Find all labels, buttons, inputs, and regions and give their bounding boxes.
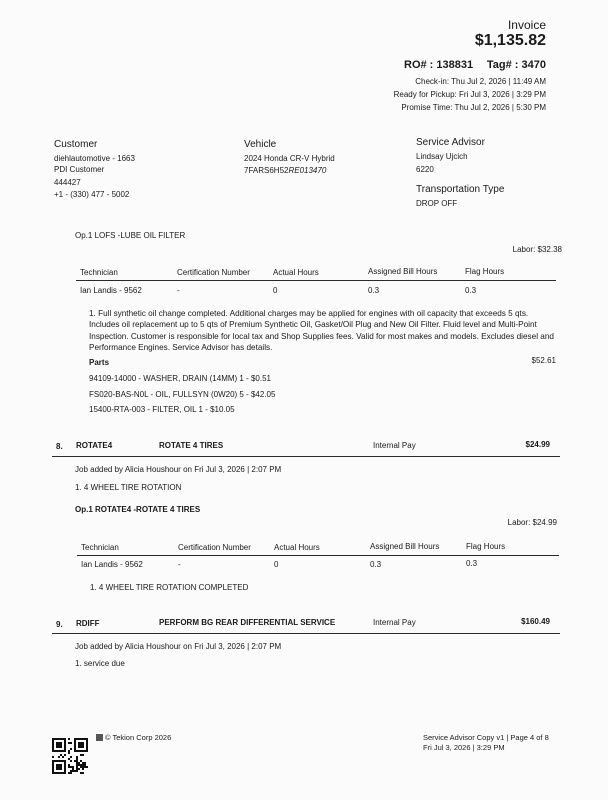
op-lofs-labor: Labor: $32.38 bbox=[512, 245, 562, 254]
op-lofs-note: 1. Full synthetic oil change completed. Additional charges may be applied for engines with oil capacity that exceeds 5 qts. Includes oil replacement up to 5 qts of Premium Synthetic Oil, Gasket/Oil Plug and New Oil Filter. Fluid level and Multi-Point Inspection. Customer is responsible for local tax and Shop Supplies fees. Valid for most makes and models. Excludes diesel and Performance Engines. Service Advisor has details. bbox=[89, 309, 554, 353]
transport-label: Transportation Type bbox=[416, 184, 505, 195]
job-8-concern: 1. 4 WHEEL TIRE ROTATION bbox=[75, 483, 182, 492]
table-cell-certification: - bbox=[177, 286, 180, 295]
customer-label: Customer bbox=[54, 139, 98, 150]
ro-number: RO# : 138831 bbox=[404, 59, 474, 71]
table-cell-technician: Ian Landis - 9562 bbox=[80, 286, 142, 295]
parts-total: $52.61 bbox=[531, 356, 556, 365]
job-8-number: 8. bbox=[56, 442, 63, 451]
tag-number: Tag# : 3470 bbox=[486, 59, 546, 71]
table-header-assigned-bill-hours: Assigned Bill Hours bbox=[370, 542, 440, 551]
table-header-certification: Certification Number bbox=[177, 268, 250, 277]
table-divider bbox=[76, 280, 556, 281]
job-9-description: PERFORM BG REAR DIFFERENTIAL SERVICE bbox=[159, 618, 336, 627]
table-header-actual-hours: Actual Hours bbox=[273, 268, 319, 277]
table-cell-flag-hours: 0.3 bbox=[465, 286, 477, 295]
table-header-actual-hours: Actual Hours bbox=[274, 543, 320, 552]
vehicle-vin: 7FARS6H52RE013470 bbox=[244, 166, 327, 175]
table-header-technician: Technician bbox=[80, 268, 118, 277]
job-9-added-by: Job added by Alicia Houshour on Fri Jul 3, 2026 | 2:07 PM bbox=[75, 642, 282, 651]
vehicle-model: 2024 Honda CR-V Hybrid bbox=[244, 154, 335, 163]
job-8-divider bbox=[52, 456, 560, 457]
footer-printed-date: Fri Jul 3, 2026 | 3:29 PM bbox=[423, 743, 505, 752]
customer-phone: +1 - (330) 477 - 5002 bbox=[54, 190, 130, 199]
check-in-time: Check-in: Thu Jul 2, 2026 | 11:49 AM bbox=[415, 77, 546, 86]
advisor-name: Lindsay Ujcich bbox=[416, 152, 468, 161]
job-9-divider bbox=[52, 633, 560, 634]
table-header-assigned-bill-hours: Assigned Bill Hours bbox=[368, 267, 438, 276]
job-9-number: 9. bbox=[56, 620, 63, 629]
part-line: FS020-BAS-N0L - OIL, FULLSYN (0W20) 5 - $42.05 bbox=[89, 390, 276, 399]
table-cell-actual-hours: 0 bbox=[274, 560, 279, 569]
advisor-id: 6220 bbox=[416, 165, 434, 174]
tekion-logo-icon bbox=[96, 734, 103, 741]
job-8-op-title: Op.1 ROTATE4 -ROTATE 4 TIRES bbox=[75, 505, 201, 514]
job-8-amount: $24.99 bbox=[525, 440, 550, 449]
job-8-description: ROTATE 4 TIRES bbox=[159, 441, 224, 450]
table-header-certification: Certification Number bbox=[178, 543, 251, 552]
job-8-added-by: Job added by Alicia Houshour on Fri Jul 3, 2026 | 2:07 PM bbox=[75, 465, 282, 474]
table-cell-assigned-bill-hours: 0.3 bbox=[370, 560, 382, 569]
part-line: 94109-14000 - WASHER, DRAIN (14MM) 1 - $0.51 bbox=[89, 374, 271, 383]
table-header-flag-hours: Flag Hours bbox=[466, 542, 506, 551]
job-9-pay-type: Internal Pay bbox=[373, 618, 416, 627]
table-header-technician: Technician bbox=[81, 543, 119, 552]
parts-label: Parts bbox=[89, 358, 110, 367]
customer-type: PDI Customer bbox=[54, 165, 105, 174]
ready-for-pickup-time: Ready for Pickup: Fri Jul 3, 2026 | 3:29 PM bbox=[393, 90, 546, 99]
job-8-labor: Labor: $24.99 bbox=[507, 518, 557, 527]
job-9-concern: 1. service due bbox=[75, 659, 125, 668]
table-cell-technician: Ian Landis - 9562 bbox=[81, 560, 143, 569]
table-cell-assigned-bill-hours: 0.3 bbox=[368, 286, 380, 295]
job-8-completion-note: 1. 4 WHEEL TIRE ROTATION COMPLETED bbox=[90, 583, 249, 592]
job-8-pay-type: Internal Pay bbox=[373, 441, 416, 450]
footer-copyright: © Tekion Corp 2026 bbox=[96, 733, 171, 742]
op-lofs-title: Op.1 LOFS -LUBE OIL FILTER bbox=[75, 231, 186, 240]
vehicle-label: Vehicle bbox=[244, 139, 277, 150]
customer-id: 444427 bbox=[54, 178, 81, 187]
doc-type: Invoice bbox=[507, 18, 546, 32]
invoice-total: $1,135.82 bbox=[474, 32, 546, 49]
promise-time: Promise Time: Thu Jul 2, 2026 | 5:30 PM bbox=[401, 103, 546, 112]
table-cell-flag-hours: 0.3 bbox=[466, 559, 478, 568]
job-8-code: ROTATE4 bbox=[76, 441, 113, 450]
customer-name: diehlautomotive - 1663 bbox=[54, 154, 135, 163]
transport-value: DROP OFF bbox=[416, 199, 458, 208]
job-9-code: RDIFF bbox=[76, 619, 100, 628]
advisor-label: Service Advisor bbox=[416, 137, 485, 148]
part-line: 15400-RTA-003 - FILTER, OIL 1 - $10.05 bbox=[89, 405, 235, 414]
table-divider bbox=[77, 555, 559, 556]
table-header-flag-hours: Flag Hours bbox=[465, 267, 505, 276]
table-cell-actual-hours: 0 bbox=[273, 286, 278, 295]
job-9-amount: $160.49 bbox=[521, 617, 550, 626]
table-cell-certification: - bbox=[178, 560, 181, 569]
qr-code-icon bbox=[52, 738, 88, 774]
footer-copy-info: Service Advisor Copy v1 | Page 4 of 8 bbox=[423, 733, 549, 742]
